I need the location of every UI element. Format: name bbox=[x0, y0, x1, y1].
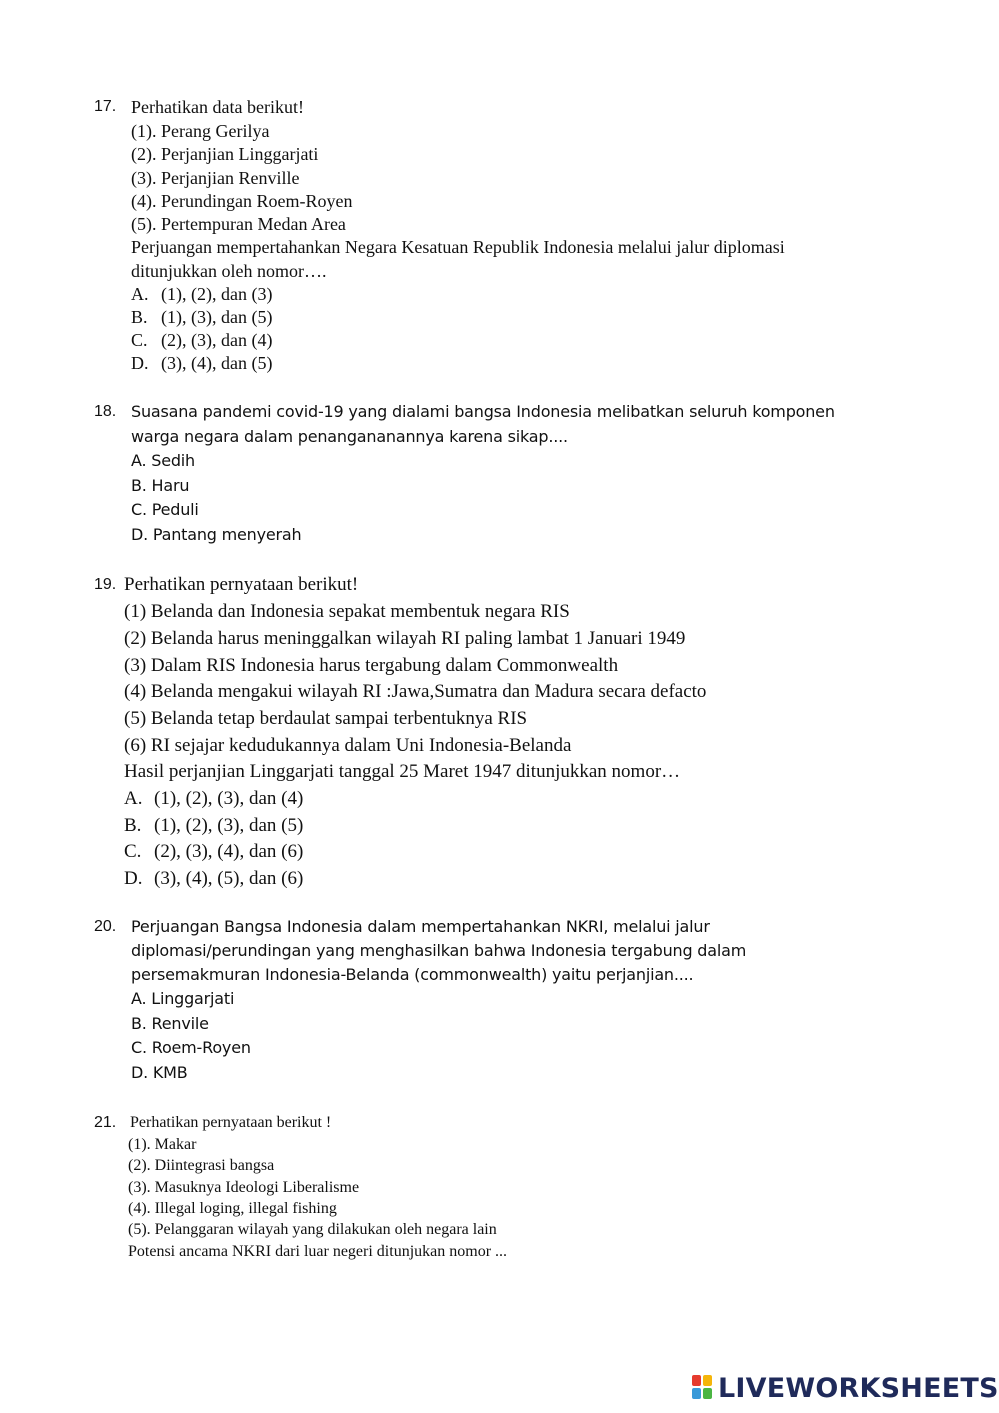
question-text: Hasil perjanjian Linggarjati tanggal 25 Maret 1947 ditunjukkan nomor… bbox=[124, 761, 681, 782]
option-text: (2), (3), dan (4) bbox=[161, 330, 273, 350]
list-item: (4). Illegal loging, illegal fishing bbox=[128, 1200, 337, 1217]
option-text: (3), (4), (5), dan (6) bbox=[154, 868, 304, 889]
question-text: warga negara dalam penangananannya karena sikap.... bbox=[131, 427, 568, 446]
option-text: (1), (2), (3), dan (4) bbox=[154, 788, 304, 809]
option-b[interactable] bbox=[124, 815, 303, 837]
option-letter: C. bbox=[124, 841, 142, 862]
logo-text: LIVEWORKSHEETS bbox=[718, 1372, 999, 1404]
logo-mark-icon bbox=[692, 1375, 714, 1401]
list-item: (4) Belanda mengakui wilayah RI :Jawa,Sumatra dan Madura secara defacto bbox=[124, 681, 707, 702]
list-item: (2) Belanda harus meninggalkan wilayah RI paling lambat 1 Januari 1949 bbox=[124, 628, 686, 649]
list-item: (1). Makar bbox=[128, 1136, 197, 1153]
option-text: (1), (2), dan (3) bbox=[161, 284, 273, 304]
list-item: (3). Masuknya Ideologi Liberalisme bbox=[128, 1179, 360, 1196]
option-letter: C. bbox=[131, 330, 148, 350]
option-letter: D. bbox=[124, 868, 143, 889]
question-number: 19. bbox=[94, 576, 117, 593]
question-text: persemakmuran Indonesia-Belanda (commonwealth) yaitu perjanjian.... bbox=[131, 965, 694, 984]
option-text: (1), (3), dan (5) bbox=[161, 307, 273, 327]
list-item: (3) Dalam RIS Indonesia harus tergabung dalam Commonwealth bbox=[124, 655, 619, 676]
option-letter: A. bbox=[124, 788, 143, 809]
question-text: Perjuangan Bangsa Indonesia dalam mempertahankan NKRI, melalui jalur bbox=[131, 917, 710, 936]
option-d[interactable]: D. Pantang menyerah bbox=[131, 525, 302, 544]
question-text: ditunjukkan oleh nomor…. bbox=[131, 261, 327, 281]
option-a[interactable]: A. Linggarjati bbox=[131, 989, 235, 1008]
option-b[interactable]: B. Renvile bbox=[131, 1014, 209, 1033]
list-item: (5). Pelanggaran wilayah yang dilakukan oleh negara lain bbox=[128, 1221, 497, 1238]
option-d[interactable] bbox=[124, 868, 303, 890]
list-item: (2). Perjanjian Linggarjati bbox=[131, 144, 319, 164]
option-text: (2), (3), (4), dan (6) bbox=[154, 841, 304, 862]
liveworksheets-logo bbox=[692, 1374, 999, 1402]
question-number: 20. bbox=[94, 918, 117, 935]
option-b[interactable] bbox=[131, 307, 272, 328]
option-b[interactable]: B. Haru bbox=[131, 476, 190, 495]
question-number: 21. bbox=[94, 1114, 117, 1131]
option-text: (3), (4), dan (5) bbox=[161, 353, 273, 373]
option-a[interactable] bbox=[124, 788, 303, 810]
option-c[interactable]: C. Roem-Royen bbox=[131, 1038, 251, 1057]
option-d[interactable] bbox=[131, 353, 272, 374]
option-c[interactable]: C. Peduli bbox=[131, 500, 199, 519]
list-item: (6) RI sejajar kedudukannya dalam Uni Indonesia-Belanda bbox=[124, 735, 572, 756]
question-stem: Perhatikan data berikut! bbox=[131, 97, 304, 117]
option-letter: B. bbox=[131, 307, 148, 327]
question-number: 18. bbox=[94, 403, 117, 420]
question-stem: Perhatikan pernyataan berikut! bbox=[124, 574, 359, 595]
list-item: (3). Perjanjian Renville bbox=[131, 168, 300, 188]
option-c[interactable] bbox=[124, 841, 303, 863]
option-letter: A. bbox=[131, 284, 149, 304]
question-text: Potensi ancama NKRI dari luar negeri ditunjukan nomor ... bbox=[128, 1243, 508, 1260]
list-item: (1). Perang Gerilya bbox=[131, 121, 270, 141]
option-a[interactable] bbox=[131, 284, 272, 305]
option-letter: D. bbox=[131, 353, 149, 373]
option-a[interactable]: A. Sedih bbox=[131, 451, 195, 470]
option-d[interactable]: D. KMB bbox=[131, 1063, 188, 1082]
question-text: Perjuangan mempertahankan Negara Kesatuan Republik Indonesia melalui jalur diplomasi bbox=[131, 237, 785, 257]
option-text: (1), (2), (3), dan (5) bbox=[154, 815, 304, 836]
question-number: 17. bbox=[94, 98, 117, 115]
option-letter: B. bbox=[124, 815, 142, 836]
list-item: (5). Pertempuran Medan Area bbox=[131, 214, 346, 234]
question-stem: Perhatikan pernyataan berikut ! bbox=[130, 1114, 332, 1131]
list-item: (4). Perundingan Roem-Royen bbox=[131, 191, 353, 211]
question-text: diplomasi/perundingan yang menghasilkan bahwa Indonesia tergabung dalam bbox=[131, 941, 747, 960]
list-item: (1) Belanda dan Indonesia sepakat membentuk negara RIS bbox=[124, 601, 570, 622]
list-item: (5) Belanda tetap berdaulat sampai terbentuknya RIS bbox=[124, 708, 528, 729]
question-text: Suasana pandemi covid-19 yang dialami bangsa Indonesia melibatkan seluruh komponen bbox=[131, 402, 835, 421]
option-c[interactable] bbox=[131, 330, 272, 351]
list-item: (2). Diintegrasi bangsa bbox=[128, 1157, 275, 1174]
